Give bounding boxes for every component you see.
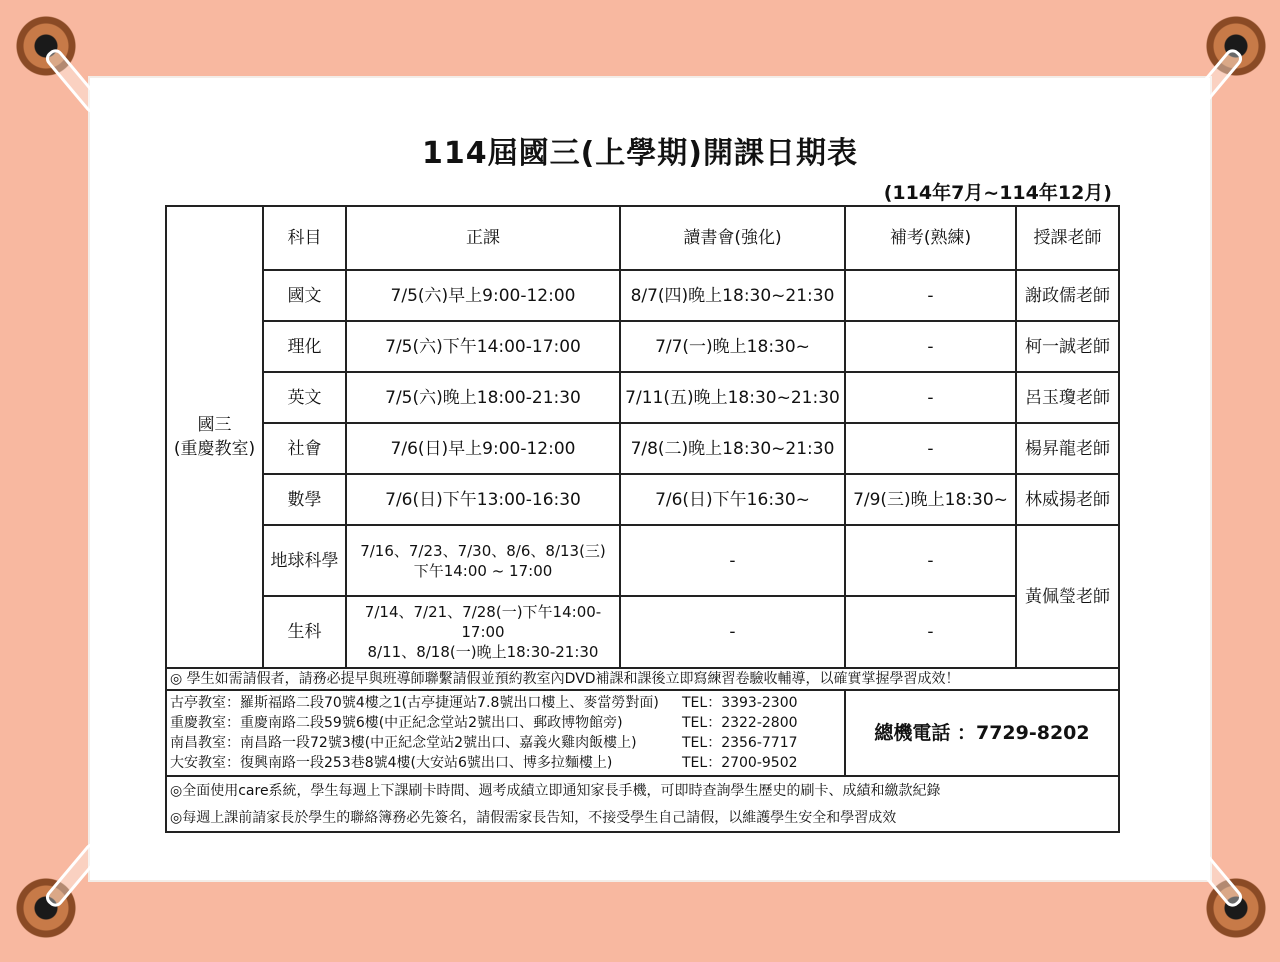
table-row <box>166 270 1119 321</box>
table-row <box>166 525 1119 596</box>
schedule-table <box>165 205 1120 833</box>
campus-address: 古亭教室：羅斯福路二段70號4樓之1(古亭捷運站7.8號出口樓上、麥當勞對面) <box>170 695 659 711</box>
makeup-cell: - <box>845 525 1016 596</box>
teacher-cell: 林威揚老師 <box>1016 474 1119 525</box>
grade-cell <box>166 206 263 668</box>
campus-address: 南昌教室：南昌路一段72號3樓(中正紀念堂站2號出口、嘉義火雞肉飯樓上) <box>170 735 637 751</box>
reading-cell: 7/6(日)下午16:30~ <box>620 474 845 525</box>
header-subject: 科目 <box>263 206 346 270</box>
reading-cell: - <box>620 596 845 668</box>
subject-cell: 社會 <box>263 423 346 474</box>
regular-cell: 7/5(六)早上9:00-12:00 <box>346 270 620 321</box>
campus-item <box>170 713 841 733</box>
teacher-cell: 呂玉瓊老師 <box>1016 372 1119 423</box>
campus-item <box>170 733 841 753</box>
teacher-cell: 楊昇龍老師 <box>1016 423 1119 474</box>
makeup-cell: - <box>845 321 1016 372</box>
makeup-cell: - <box>845 423 1016 474</box>
parent-sign-note: ◎每週上課前請家長於學生的聯絡簿務必先簽名，請假需家長告知，不接受學生自己請假，以維護學生安全和學習成效 <box>166 804 1119 832</box>
period-range: (114年7月~114年12月) <box>883 182 1112 204</box>
regular-line: 17:00 <box>461 623 505 641</box>
teacher-cell: 黃佩瑩老師 <box>1016 525 1119 668</box>
header-regular: 正課 <box>346 206 620 270</box>
table-header-row <box>166 206 1119 270</box>
main-phone: 總機電話 ：7729-8202 <box>845 690 1119 776</box>
campus-tel: TEL：2700-9502 <box>682 755 798 771</box>
care-system-note: ◎全面使用care系統，學生每週上下課刷卡時間、週考成績立即通知家長手機，可即時查詢學生歷史的刷卡、成績和繳款紀錄 <box>166 776 1119 804</box>
regular-cell <box>346 596 620 668</box>
header-teacher: 授課老師 <box>1016 206 1119 270</box>
table-row <box>166 474 1119 525</box>
campus-row <box>166 690 1119 776</box>
teacher-cell: 謝政儒老師 <box>1016 270 1119 321</box>
regular-cell: 7/5(六)晚上18:00-21:30 <box>346 372 620 423</box>
subject-cell: 英文 <box>263 372 346 423</box>
makeup-cell: 7/9(三)晚上18:30~ <box>845 474 1016 525</box>
subject-cell: 生科 <box>263 596 346 668</box>
campus-address: 重慶教室：重慶南路二段59號6樓(中正紀念堂站2號出口、郵政博物館旁) <box>170 715 623 731</box>
regular-cell <box>346 525 620 596</box>
grade-label: 國三 <box>197 415 232 435</box>
makeup-cell: - <box>845 596 1016 668</box>
subject-cell: 理化 <box>263 321 346 372</box>
reading-cell: - <box>620 525 845 596</box>
subject-cell: 國文 <box>263 270 346 321</box>
page-title: 114屆國三(上學期)開課日期表 <box>421 136 859 171</box>
campus-address: 大安教室：復興南路一段253巷8號4樓(大安站6號出口、博多拉麵樓上) <box>170 755 613 771</box>
header-makeup: 補考(熟練) <box>845 206 1016 270</box>
subject-cell: 數學 <box>263 474 346 525</box>
teacher-cell: 柯一誠老師 <box>1016 321 1119 372</box>
campus-list <box>166 690 845 776</box>
table-row <box>166 596 1119 668</box>
regular-cell: 7/6(日)下午13:00-16:30 <box>346 474 620 525</box>
leave-notice: ◎ 學生如需請假者，請務必提早與班導師聯繫請假並預約教室內DVD補課和課後立即寫練習卷驗收輔導，以確實掌握學習成效！ <box>166 668 1119 690</box>
campus-tel: TEL：3393-2300 <box>682 695 798 711</box>
regular-line: 7/16、7/23、7/30、8/6、8/13(三) <box>360 541 606 560</box>
table-row <box>166 321 1119 372</box>
classroom-label: (重慶教室) <box>173 439 256 459</box>
reading-cell: 7/11(五)晚上18:30~21:30 <box>620 372 845 423</box>
makeup-cell: - <box>845 372 1016 423</box>
makeup-cell: - <box>845 270 1016 321</box>
campus-tel: TEL：2356-7717 <box>682 735 798 751</box>
reading-cell: 7/8(二)晚上18:30~21:30 <box>620 423 845 474</box>
campus-item <box>170 753 841 773</box>
regular-cell: 7/5(六)下午14:00-17:00 <box>346 321 620 372</box>
regular-line: 7/14、7/21、7/28(一)下午14:00- <box>364 603 602 621</box>
footer-row <box>166 804 1119 832</box>
campus-tel: TEL：2322-2800 <box>682 715 798 731</box>
reading-cell: 7/7(一)晚上18:30~ <box>620 321 845 372</box>
header-reading: 讀書會(強化) <box>620 206 845 270</box>
regular-line: 8/11、8/18(一)晚上18:30-21:30 <box>367 643 599 661</box>
regular-line: 下午14:00 ~ 17:00 <box>413 561 553 580</box>
reading-cell: 8/7(四)晚上18:30~21:30 <box>620 270 845 321</box>
table-row <box>166 372 1119 423</box>
notice-row <box>166 668 1119 690</box>
campus-item <box>170 693 841 713</box>
subject-cell: 地球科學 <box>263 525 346 596</box>
table-row <box>166 423 1119 474</box>
footer-row <box>166 776 1119 804</box>
regular-cell: 7/6(日)早上9:00-12:00 <box>346 423 620 474</box>
